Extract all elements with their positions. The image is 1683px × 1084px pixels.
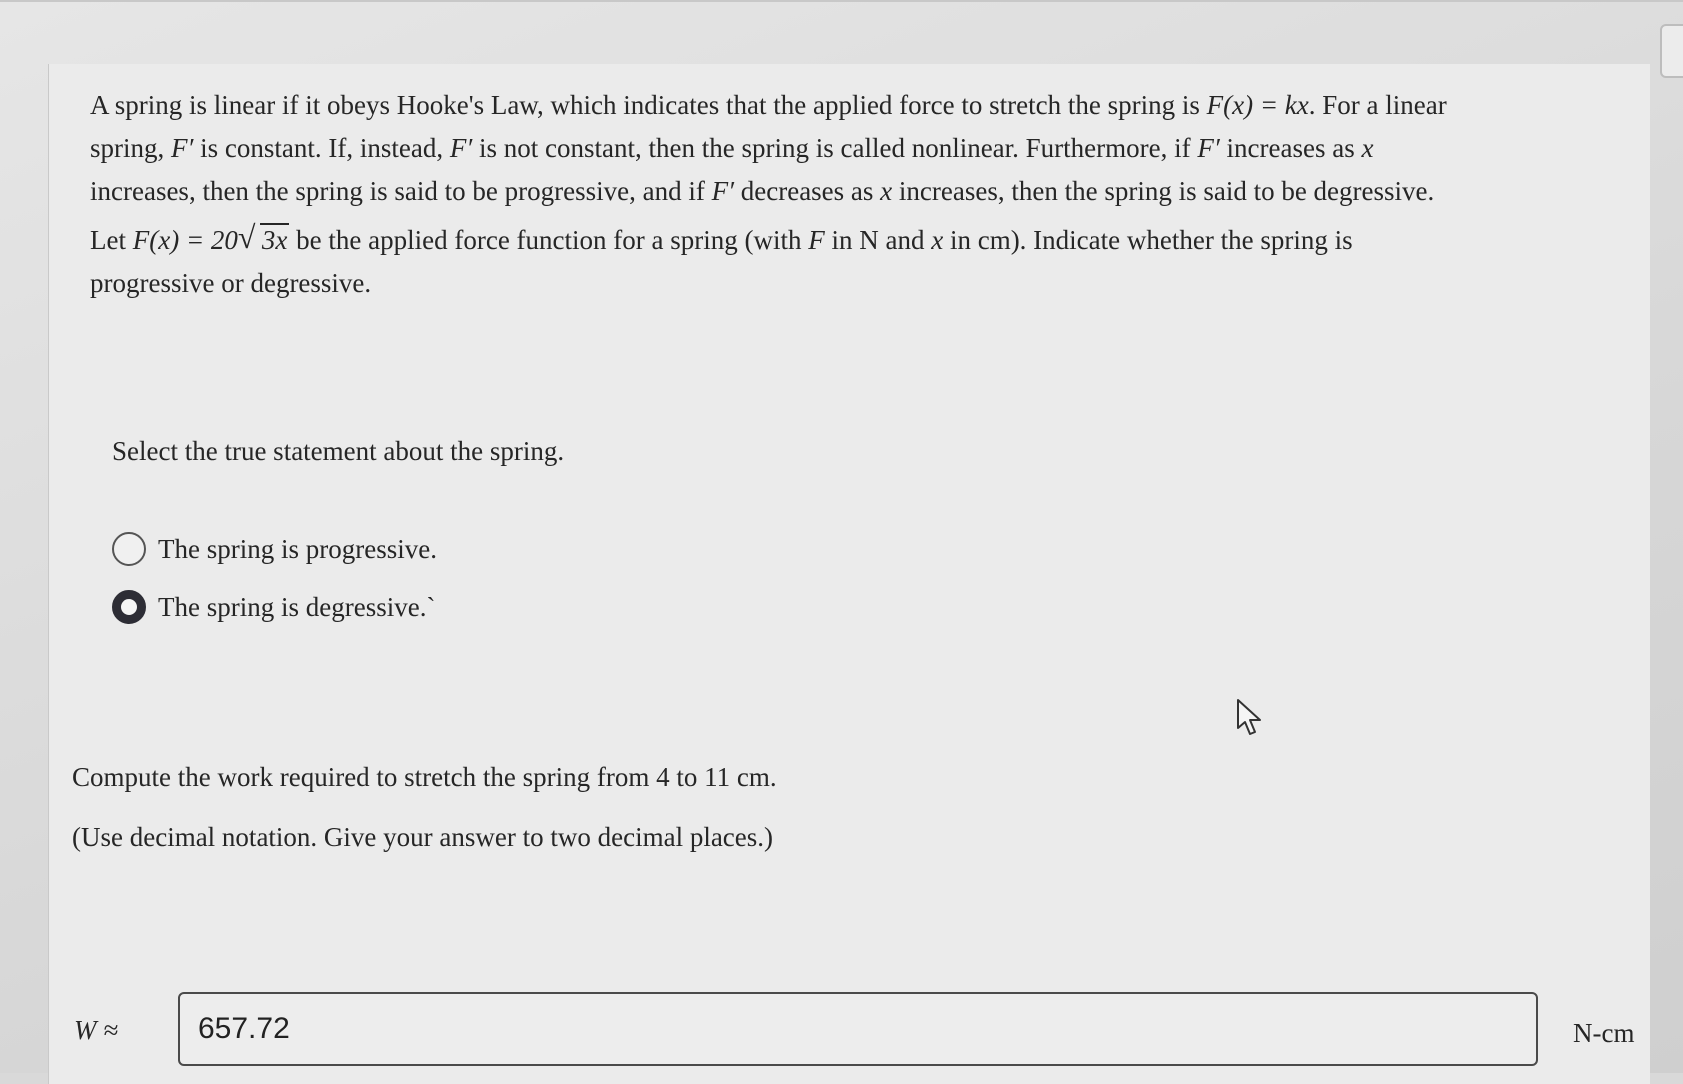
corner-widget[interactable] [1660,24,1683,78]
math-force-function: F(x) = 20 [132,225,238,255]
radical-symbol: √ [237,219,256,255]
text: Let [90,225,133,255]
compute-instruction: Compute the work required to stretch the spring from 4 to 11 cm. [72,762,777,792]
math-f-prime: F′ [171,133,194,163]
radicand: 3x [261,225,288,255]
math-x: x [880,176,893,206]
problem-line-2 [90,127,1630,170]
math-x: x [1361,133,1374,163]
text: decreases as [734,176,881,206]
answer-format-note: (Use decimal notation. Give your answer to two decimal places.) [72,822,774,852]
math-f: F [808,225,825,255]
problem-line-3 [90,170,1630,213]
option-progressive[interactable] [112,532,437,566]
problem-line-1 [90,84,1630,127]
problem-statement [90,84,1630,305]
text: is not constant, then the spring is called nonlinear. Furthermore, if [472,133,1198,163]
text: increases, then the spring is said to be degressive. [892,176,1435,206]
math-f-prime: F′ [1197,133,1220,163]
answer-label: W ≈ [74,1015,119,1045]
text: in N and [824,225,932,255]
radio-button-unselected[interactable] [112,532,146,566]
option-label: The spring is degressive.` [158,591,436,622]
top-divider [0,0,1683,2]
text: increases, then the spring is said to be progressive, and if [90,176,712,206]
question-prompt: Select the true statement about the spring. [112,436,565,466]
math-hookes-law: F(x) = kx [1206,90,1309,120]
problem-line-5: progressive or degressive. [90,268,372,298]
problem-line-4 [90,219,1630,262]
text: spring, [90,133,171,163]
math-x: x [931,225,944,255]
text: . For a linear [1308,90,1447,120]
sqrt-expression [238,219,289,262]
text: increases as [1219,133,1362,163]
text: in cm). Indicate whether the spring is [943,225,1353,255]
math-f-prime: F′ [711,176,734,206]
text: be the applied force function for a spring (with [289,225,809,255]
math-f-prime: F′ [449,133,473,163]
text: A spring is linear if it obeys Hooke's Law, which indicates that the applied force to stretch the spring is [90,90,1207,120]
text: is constant. If, instead, [193,133,450,163]
option-label: The spring is progressive. [158,533,437,564]
answer-unit: N-cm [1573,1018,1635,1048]
option-degressive[interactable] [112,590,435,624]
radio-button-selected[interactable] [112,590,146,624]
work-answer-input[interactable] [178,992,1538,1066]
mouse-cursor-icon [1235,698,1269,740]
